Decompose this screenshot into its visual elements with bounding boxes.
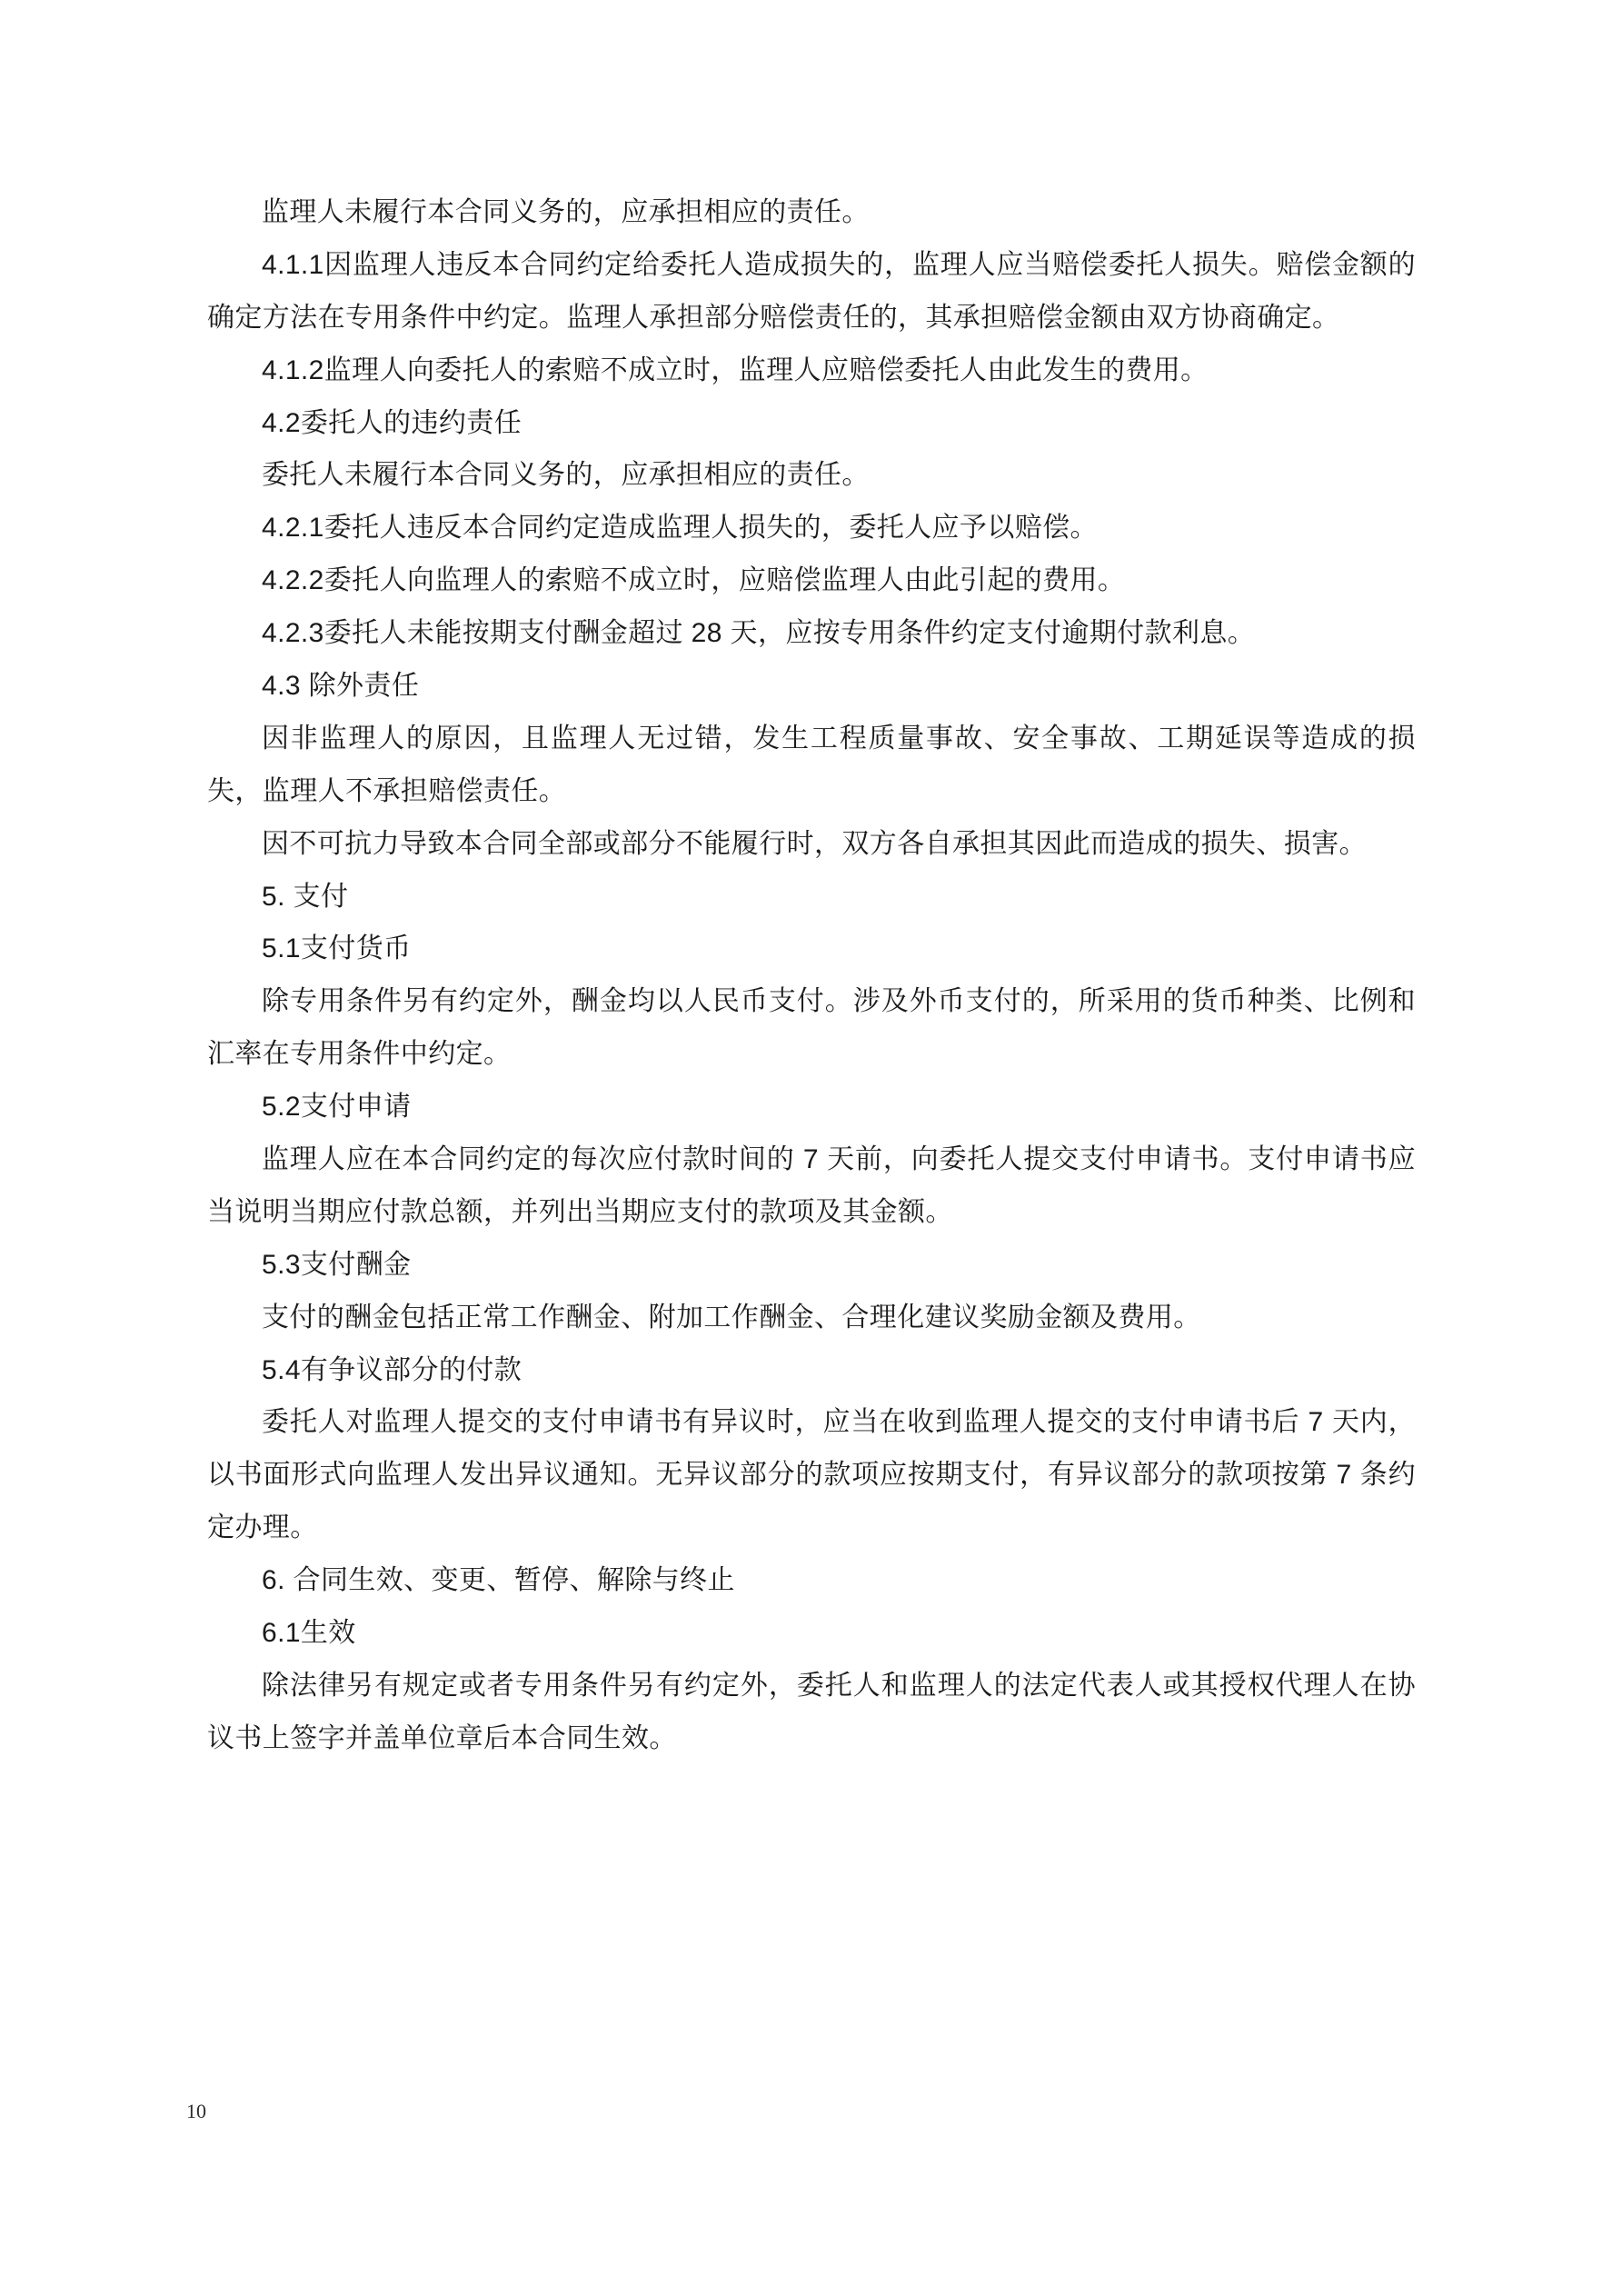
- document-body: [207, 186, 1416, 1765]
- paragraph: 4.1.2监理人向委托人的索赔不成立时，监理人应赔偿委托人由此发生的费用。: [262, 354, 1209, 385]
- paragraph: 6.1生效: [262, 1618, 356, 1649]
- page-number: 10: [186, 2100, 206, 2122]
- paragraph: 除法律另有规定或者专用条件另有约定外，委托人和监理人的法定代表人或其授权代理人在协议书上签字并盖单位章后本合同生效。: [207, 1670, 1416, 1753]
- paragraph: 5.1支付货币: [262, 933, 412, 964]
- paragraph: 5. 支付: [262, 881, 349, 912]
- paragraph: 监理人未履行本合同义务的，应承担相应的责任。: [262, 197, 870, 227]
- paragraph: 5.4有争议部分的付款: [262, 1354, 522, 1385]
- paragraph: 4.1.1因监理人违反本合同约定给委托人造成损失的，监理人应当赔偿委托人损失。赔偿金额的确定方法在专用条件中约定。监理人承担部分赔偿责任的，其承担赔偿金额由双方协商确定。: [207, 249, 1416, 333]
- paragraph: 4.2.2委托人向监理人的索赔不成立时，应赔偿监理人由此引起的费用。: [262, 565, 1126, 596]
- paragraph: 4.2.1委托人违反本合同约定造成监理人损失的，委托人应予以赔偿。: [262, 513, 1098, 544]
- paragraph: 除专用条件另有约定外，酬金均以人民币支付。涉及外币支付的，所采用的货币种类、比例和汇率在专用条件中约定。: [207, 986, 1416, 1070]
- paragraph: 委托人未履行本合同义务的，应承担相应的责任。: [262, 460, 870, 491]
- paragraph: 6. 合同生效、变更、暂停、解除与终止: [262, 1565, 735, 1596]
- paragraph: 4.2委托人的违约责任: [262, 407, 522, 438]
- paragraph: 5.3支付酬金: [262, 1249, 412, 1280]
- paragraph: 监理人应在本合同约定的每次应付款时间的 7 天前，向委托人提交支付申请书。支付申请书应当说明当期应付款总额，并列出当期应支付的款项及其金额。: [207, 1144, 1416, 1227]
- paragraph: 因不可抗力导致本合同全部或部分不能履行时，双方各自承担其因此而造成的损失、损害。: [262, 828, 1367, 859]
- paragraph: 因非监理人的原因，且监理人无过错，发生工程质量事故、安全事故、工期延误等造成的损失，监理人不承担赔偿责任。: [207, 723, 1416, 806]
- paragraph: 5.2支付申请: [262, 1092, 412, 1123]
- paragraph: 4.3 除外责任: [262, 671, 420, 702]
- paragraph: 委托人对监理人提交的支付申请书有异议时，应当在收到监理人提交的支付申请书后 7 天内，以书面形式向监理人发出异议通知。无异议部分的款项应按期支付，有异议部分的款项按第 7 条约定办理。: [207, 1407, 1416, 1543]
- paragraph: 支付的酬金包括正常工作酬金、附加工作酬金、合理化建议奖励金额及费用。: [262, 1302, 1201, 1333]
- paragraph: 4.2.3委托人未能按期支付酬金超过 28 天，应按专用条件约定支付逾期付款利息。: [262, 618, 1256, 649]
